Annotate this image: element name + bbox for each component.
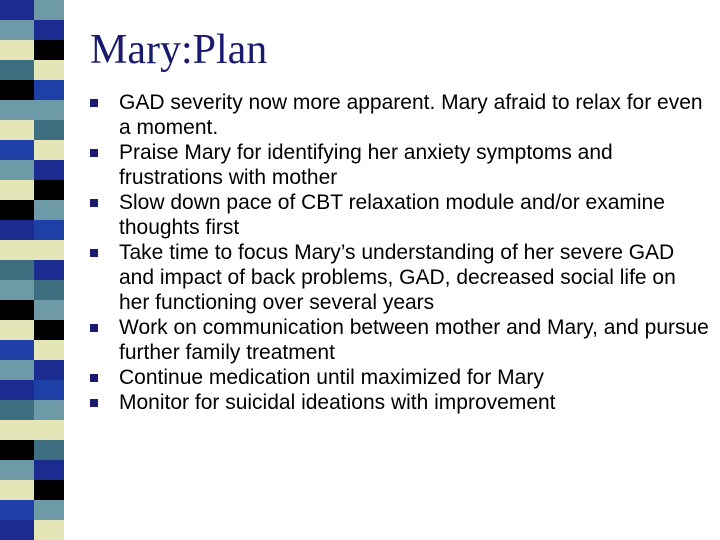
stripe-block	[34, 360, 64, 380]
stripe-block	[34, 300, 64, 320]
stripe-block	[0, 100, 34, 120]
stripe-block	[34, 180, 64, 200]
stripe-block	[0, 220, 34, 240]
square-bullet-icon	[90, 324, 98, 332]
square-bullet-icon	[90, 199, 98, 207]
stripe-block	[0, 240, 34, 260]
stripe-block	[0, 480, 34, 500]
square-bullet-icon	[90, 249, 98, 257]
bullet-item	[90, 190, 710, 240]
stripe-block	[34, 220, 64, 240]
stripe-block	[0, 340, 34, 360]
stripe-block	[34, 480, 64, 500]
stripe-block	[34, 440, 64, 460]
stripe-block	[0, 280, 34, 300]
bullet-item	[90, 390, 710, 415]
square-bullet-icon	[90, 374, 98, 382]
square-bullet-icon	[90, 99, 98, 107]
stripe-block	[34, 460, 64, 480]
stripe-block	[0, 520, 34, 540]
stripe-block	[0, 20, 34, 40]
stripe-block	[34, 260, 64, 280]
stripe-block	[34, 200, 64, 220]
bullet-text: Monitor for suicidal ideations with improvement	[119, 391, 556, 414]
stripe-block	[0, 440, 34, 460]
stripe-block	[34, 320, 64, 340]
bullet-list	[90, 90, 710, 415]
stripe-block	[34, 380, 64, 400]
stripe-block	[34, 60, 64, 80]
bullet-text: Take time to focus Mary’s understanding of her severe GAD and impact of back problems, GAD, decreased social life on her functioning over several years	[119, 241, 676, 314]
stripe-block	[34, 240, 64, 260]
bullet-text: GAD severity now more apparent. Mary afraid to relax for even a moment.	[119, 91, 703, 139]
stripe-block	[0, 120, 34, 140]
stripe-block	[0, 0, 34, 20]
stripe-block	[0, 500, 34, 520]
stripe-block	[0, 160, 34, 180]
stripe-block	[34, 400, 64, 420]
stripe-block	[0, 80, 34, 100]
stripe-block	[0, 200, 34, 220]
stripe-block	[34, 500, 64, 520]
stripe-block	[34, 140, 64, 160]
bullet-text: Continue medication until maximized for Mary	[119, 366, 544, 389]
stripe-block	[34, 280, 64, 300]
square-bullet-icon	[90, 399, 98, 407]
stripe-block	[0, 420, 34, 440]
stripe-column-right	[34, 0, 64, 540]
stripe-column-left	[0, 0, 34, 540]
decorative-stripe	[0, 0, 80, 540]
stripe-block	[0, 40, 34, 60]
bullet-text: Work on communication between mother and Mary, and pursue further family treatment	[119, 316, 709, 364]
square-bullet-icon	[90, 149, 98, 157]
stripe-block	[34, 120, 64, 140]
stripe-block	[0, 460, 34, 480]
bullet-text: Slow down pace of CBT relaxation module and/or examine thoughts first	[119, 191, 665, 239]
slide-title: Mary:Plan	[90, 27, 268, 73]
stripe-block	[0, 180, 34, 200]
stripe-block	[0, 260, 34, 280]
stripe-block	[34, 40, 64, 60]
stripe-block	[0, 140, 34, 160]
stripe-block	[0, 380, 34, 400]
stripe-block	[34, 0, 64, 20]
bullet-item	[90, 315, 710, 365]
stripe-block	[34, 340, 64, 360]
bullet-item	[90, 240, 710, 315]
bullet-item	[90, 365, 710, 390]
stripe-block	[0, 60, 34, 80]
stripe-block	[0, 320, 34, 340]
bullet-item	[90, 140, 710, 190]
stripe-block	[0, 400, 34, 420]
stripe-block	[34, 20, 64, 40]
stripe-block	[34, 80, 64, 100]
stripe-block	[34, 160, 64, 180]
stripe-block	[0, 360, 34, 380]
stripe-block	[34, 520, 64, 540]
stripe-block	[34, 420, 64, 440]
bullet-text: Praise Mary for identifying her anxiety symptoms and frustrations with mother	[119, 141, 613, 189]
stripe-block	[0, 300, 34, 320]
stripe-block	[34, 100, 64, 120]
bullet-item	[90, 90, 710, 140]
